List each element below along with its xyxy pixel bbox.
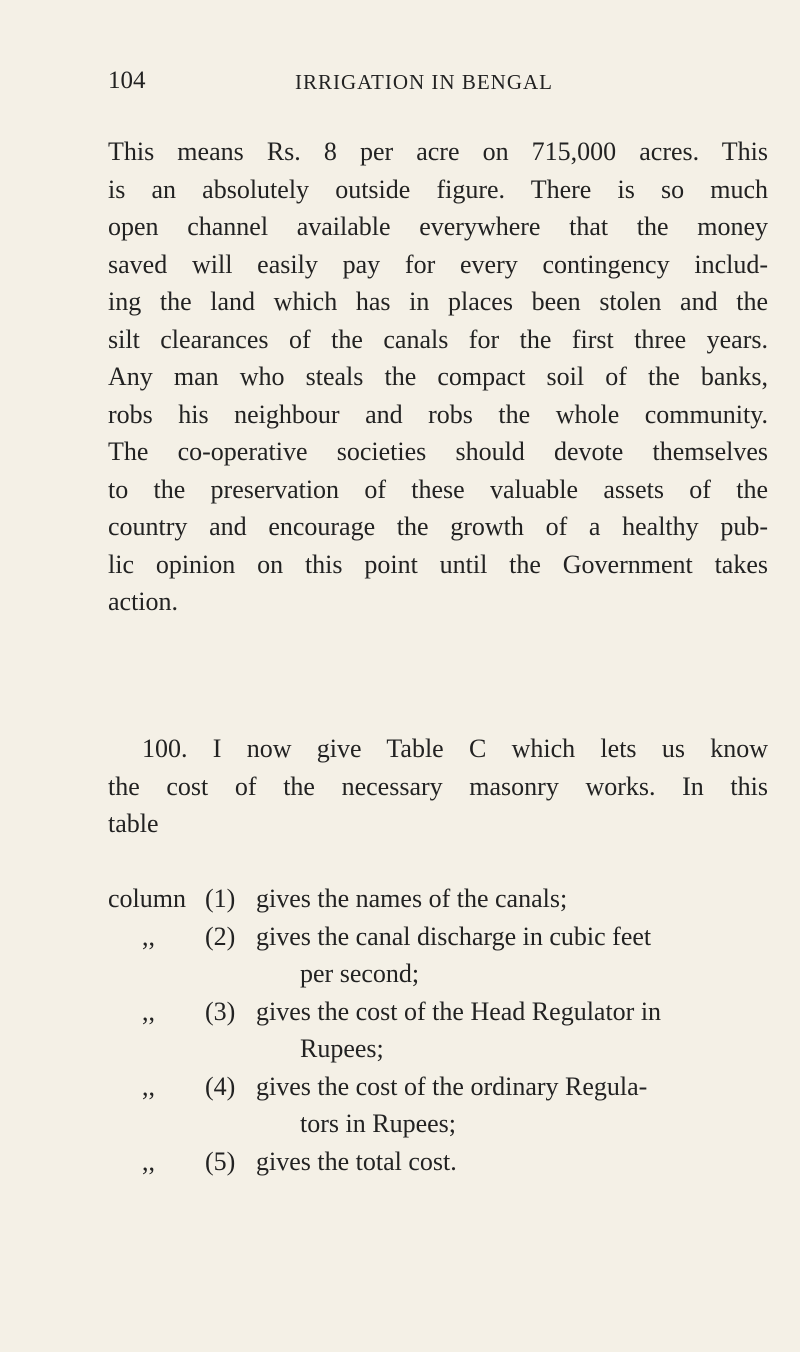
column-number: (5) (205, 1146, 236, 1176)
text-line: per second; (300, 959, 420, 988)
text-line: Rupees; (300, 1034, 384, 1063)
text-line: is an absolutely outside figure. There is so much (108, 174, 768, 204)
text-line: gives the cost of the ordinary Regula- (256, 1071, 648, 1101)
column-description (256, 1068, 778, 1143)
list-item (108, 993, 778, 1068)
text-line: table (108, 809, 159, 838)
text-line: Any man who steals the compact soil of the banks, (108, 362, 768, 391)
ditto-mark: ,, (142, 996, 155, 1026)
ditto-mark: ,, (142, 1071, 155, 1101)
text-line: tors in Rupees; (300, 1109, 456, 1138)
list-item (108, 880, 778, 918)
text-line: This means Rs. 8 per acre on 715,000 acres. This (108, 137, 768, 166)
text-line: lic opinion on this point until the Government takes (108, 549, 768, 579)
column-number: (1) (205, 884, 236, 913)
column-description (256, 993, 778, 1068)
text-line: saved will easily pay for every contingency includ- (108, 249, 768, 279)
column-number: (4) (205, 1071, 236, 1101)
text-line: gives the names of the canals; (256, 884, 568, 913)
page-number: 104 (108, 67, 146, 94)
column-lead: column (108, 884, 186, 913)
running-title: IRRIGATION IN BENGAL (295, 70, 553, 94)
text-line: 100. I now give Table C which lets us know (142, 734, 768, 763)
list-item (108, 918, 778, 993)
ditto-mark: ,, (142, 921, 155, 951)
text-line: open channel available everywhere that the money (108, 212, 768, 241)
column-description (256, 918, 778, 993)
column-number: (2) (205, 921, 236, 951)
column-description-list (108, 880, 778, 1180)
paragraph-cost-note (108, 133, 768, 621)
list-item (108, 1068, 778, 1143)
text-line: to the preservation of these valuable assets of the (108, 474, 768, 504)
text-line: silt clearances of the canals for the first three years. (108, 324, 768, 354)
text-line: gives the cost of the Head Regulator in (256, 996, 662, 1026)
text-line: robs his neighbour and robs the whole community. (108, 399, 768, 429)
column-description (256, 1143, 778, 1181)
text-line: country and encourage the growth of a healthy pub- (108, 512, 768, 541)
text-line: the cost of the necessary masonry works. In this (108, 771, 768, 801)
text-line: The co-operative societies should devote themselves (108, 437, 768, 466)
running-head (108, 66, 704, 96)
paragraph-100 (108, 730, 768, 843)
text-line: action. (108, 587, 179, 616)
text-line: gives the total cost. (256, 1146, 457, 1176)
text-line: gives the canal discharge in cubic feet (256, 921, 652, 951)
column-description (256, 880, 778, 918)
list-item (108, 1143, 778, 1181)
ditto-mark: ,, (142, 1146, 155, 1176)
text-line: ing the land which has in places been stolen and the (108, 287, 768, 316)
column-number: (3) (205, 996, 236, 1026)
